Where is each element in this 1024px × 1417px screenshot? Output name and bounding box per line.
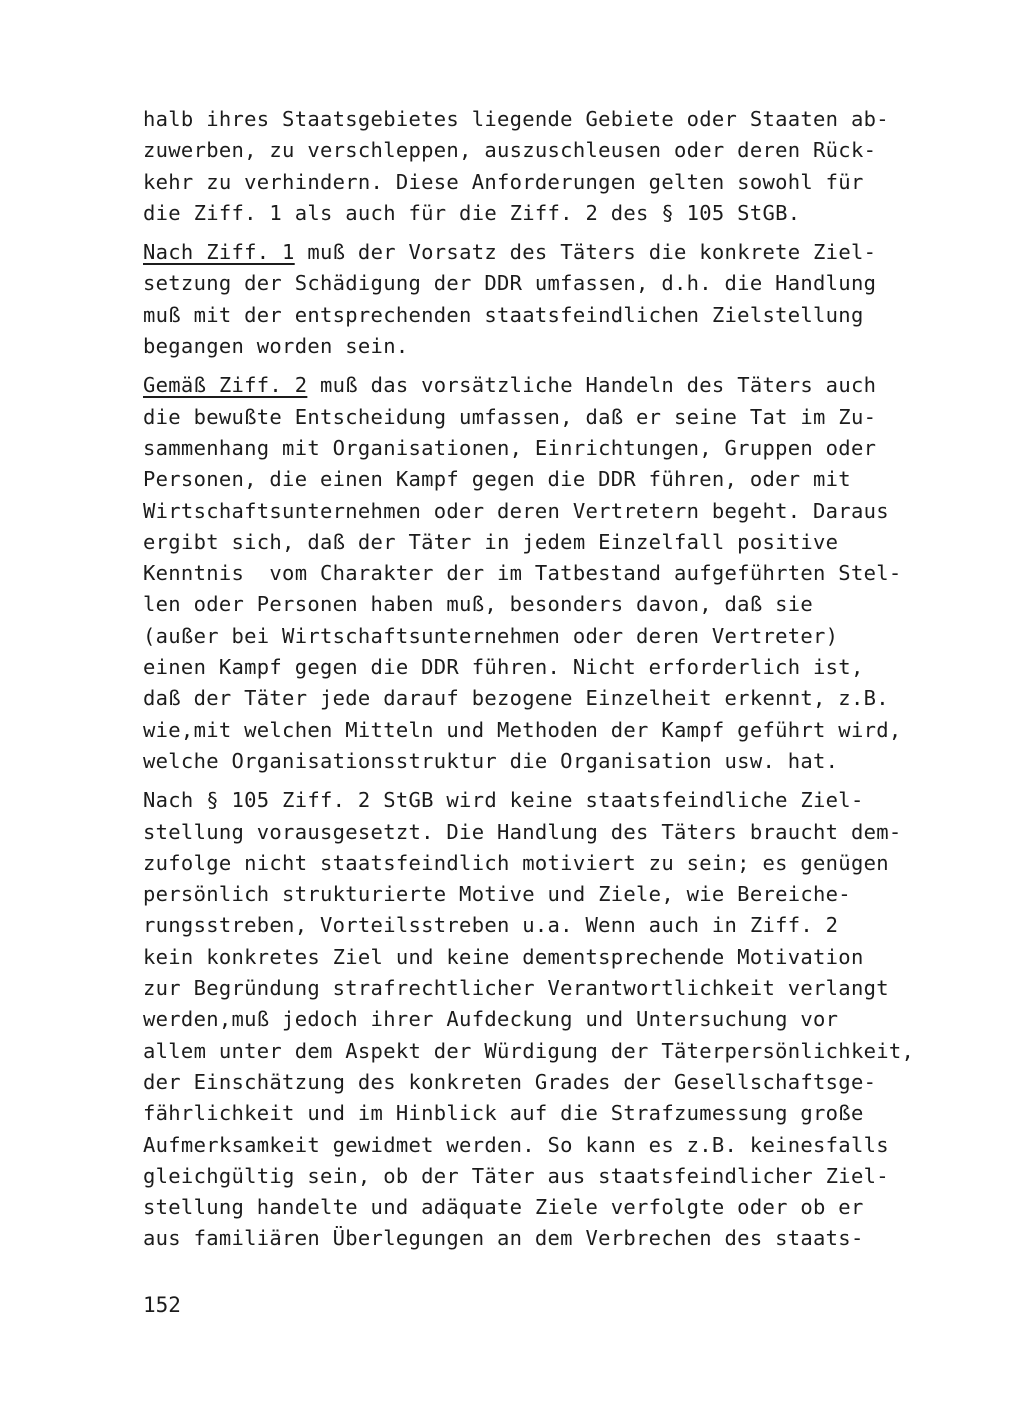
text-line: kehr zu verhindern. Diese Anforderungen gelten sowohl für bbox=[143, 169, 864, 194]
text-line: stellung handelte und adäquate Ziele verfolgte oder ob er bbox=[143, 1195, 864, 1220]
text-line: (außer bei Wirtschaftsunternehmen oder deren Vertreter) bbox=[143, 623, 839, 648]
text-line: zur Begründung strafrechtlicher Verantwortlichkeit verlangt bbox=[143, 976, 889, 1001]
text-fragment: muß das vorsätzliche Handeln des Täters auch bbox=[307, 373, 877, 398]
text-line: die Ziff. 1 als auch für die Ziff. 2 des § 105 StGB. bbox=[143, 200, 801, 225]
text-line bbox=[143, 370, 903, 401]
text-line: len oder Personen haben muß, besonders davon, daß sie bbox=[143, 592, 814, 617]
text-line: Nach § 105 Ziff. 2 StGB wird keine staatsfeindliche Ziel- bbox=[143, 788, 864, 813]
text-line: persönlich strukturierte Motive und Ziele, wie Bereiche- bbox=[143, 882, 851, 907]
text-line: einen Kampf gegen die DDR führen. Nicht erforderlich ist, bbox=[143, 655, 864, 680]
page-number: 152 bbox=[143, 1293, 181, 1317]
text-line: die bewußte Entscheidung umfassen, daß er seine Tat im Zu- bbox=[143, 404, 877, 429]
text-line: begangen worden sein. bbox=[143, 334, 409, 359]
paragraph-3 bbox=[143, 370, 903, 777]
text-line: der Einschätzung des konkreten Grades der Gesellschaftsge- bbox=[143, 1069, 877, 1094]
text-line: gleichgültig sein, ob der Täter aus staatsfeindlicher Ziel- bbox=[143, 1163, 889, 1188]
text-line: daß der Täter jede darauf bezogene Einzelheit erkennt, z.B. bbox=[143, 686, 889, 711]
text-line: zuwerben, zu verschleppen, auszuschleusen oder deren Rück- bbox=[143, 138, 877, 163]
text-line: allem unter dem Aspekt der Würdigung der Täterpersönlichkeit, bbox=[143, 1038, 915, 1063]
paragraph-2 bbox=[143, 237, 903, 362]
text-line: ergibt sich, daß der Täter in jedem Einzelfall positive bbox=[143, 529, 839, 554]
paragraph-1 bbox=[143, 104, 903, 229]
text-line: aus familiären Überlegungen an dem Verbrechen des staats- bbox=[143, 1226, 864, 1251]
text-line: rungsstreben, Vorteilsstreben u.a. Wenn auch in Ziff. 2 bbox=[143, 913, 839, 938]
body-text bbox=[143, 104, 915, 1263]
text-line: Aufmerksamkeit gewidmet werden. So kann es z.B. keinesfalls bbox=[143, 1132, 889, 1157]
text-fragment: muß der Vorsatz des Täters die konkrete Ziel- bbox=[294, 240, 877, 265]
text-line: Kenntnis vom Charakter der im Tatbestand aufgeführten Stel- bbox=[143, 561, 902, 586]
text-line: sammenhang mit Organisationen, Einrichtungen, Gruppen oder bbox=[143, 435, 877, 460]
text-line: stellung vorausgesetzt. Die Handlung des Täters braucht dem- bbox=[143, 819, 902, 844]
text-line: setzung der Schädigung der DDR umfassen, d.h. die Handlung bbox=[143, 271, 877, 296]
text-line: fährlichkeit und im Hinblick auf die Strafzumessung große bbox=[143, 1101, 864, 1126]
text-line: zufolge nicht staatsfeindlich motiviert zu sein; es genügen bbox=[143, 850, 889, 875]
text-line: halb ihres Staatsgebietes liegende Gebiete oder Staaten ab- bbox=[143, 107, 889, 131]
text-line: wie,mit welchen Mitteln und Methoden der Kampf geführt wird, bbox=[143, 717, 902, 742]
text-line: Wirtschaftsunternehmen oder deren Vertretern begeht. Daraus bbox=[143, 498, 889, 523]
text-line: werden,muß jedoch ihrer Aufdeckung und Untersuchung vor bbox=[143, 1007, 839, 1032]
underlined-lead: Gemäß Ziff. 2 bbox=[143, 373, 308, 398]
text-line: muß mit der entsprechenden staatsfeindlichen Zielstellung bbox=[143, 302, 864, 327]
text-line: kein konkretes Ziel und keine dementsprechende Motivation bbox=[143, 944, 864, 969]
text-line bbox=[143, 237, 903, 268]
underlined-lead: Nach Ziff. 1 bbox=[143, 240, 295, 265]
text-line: Personen, die einen Kampf gegen die DDR führen, oder mit bbox=[143, 467, 851, 492]
text-line: welche Organisationsstruktur die Organisation usw. hat. bbox=[143, 748, 839, 773]
paragraph-4 bbox=[143, 785, 915, 1254]
